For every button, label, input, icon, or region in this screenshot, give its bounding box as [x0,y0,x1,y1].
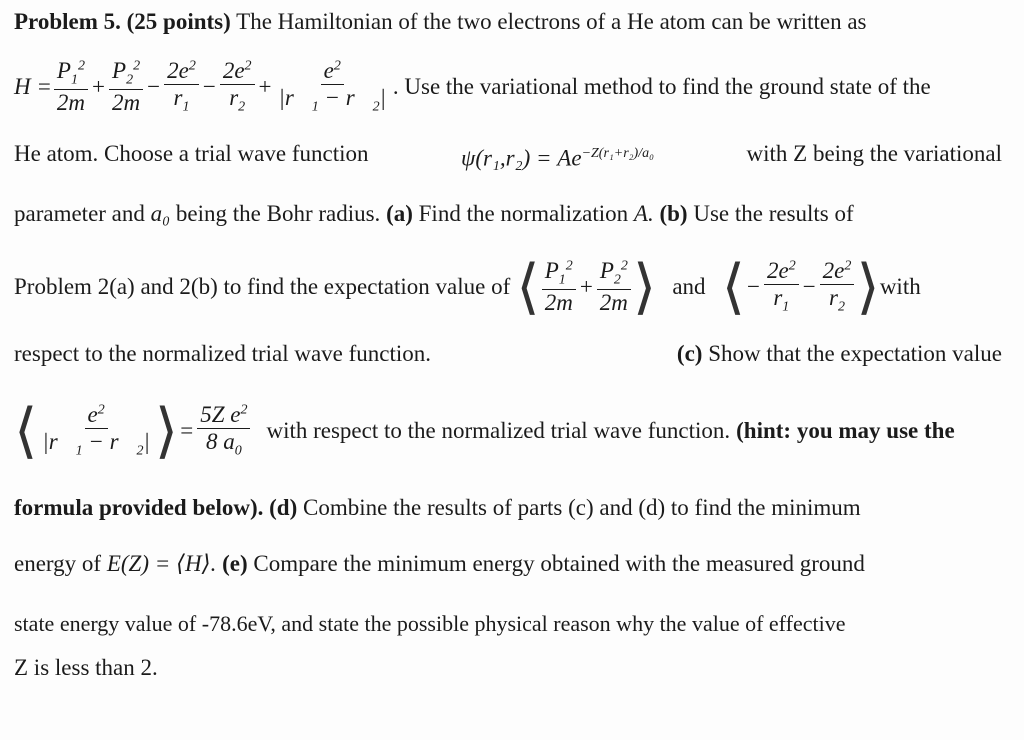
line-9 [14,550,1002,578]
eq-term-p1: $\frac{P_1^2}{2m}$ [54,59,88,115]
eq-tail-text: . Use the variational method to find the ground state of the [392,74,931,99]
line-8 [14,494,1002,522]
line-6-text: respect to the normalized trial wave function. [14,341,432,366]
line-3 [14,140,1002,173]
hint-text: (hint: you may use the [736,418,955,443]
kinetic-term-2: $\frac{P_2^2}{2m}$ [597,259,631,315]
line-3-text-b: with Z being the variational [746,141,1002,166]
line-10-text: state energy value of -78.6eV, and state the possible physical reason why the value of effective [14,611,846,636]
kinetic-term-1: $\frac{P_1^2}{2m}$ [542,259,576,315]
line-9-text: energy of [14,551,102,576]
energy-expression: E(Z) = ⟨H⟩. [106,551,217,576]
hamiltonian-equation: H = $\frac{P_1^2}{2m}$ + $\frac{P_2^2}{2m}$ − $\frac{2e^2}{r_1}$ − $\frac{2e^2}{r_2}$ + $\frac{e^2}{|r⃗_1 - r⃗_2|}$ . Use the variational method to find the ground state of the [14,57,931,116]
line-4-text-b: being the Bohr radius. [175,201,381,226]
repulsion-term: $\frac{e^2}{|r⃗_1 - r⃗_2|}$ [42,401,150,459]
line-4-text-a: parameter and [14,201,145,226]
with-text: with [879,274,921,299]
potential-term-1: $\frac{2e^2}{r_1}$ [764,259,799,315]
part-e-label: (e) [222,551,248,576]
problem-title: Problem 5. (25 points) [14,9,231,34]
line-5-text: Problem 2(a) and 2(b) to find the expectation value of [14,274,511,299]
part-d-text: Combine the results of parts (c) and (d) to find the minimum [303,495,861,520]
part-a-label: (a) [386,201,413,226]
line-11-text: Z is less than 2. [14,655,158,680]
part-b-label: (b) [659,201,688,226]
trial-function-base: ψ(r₁,r₂) = Ae [461,145,582,171]
line-8-bold: formula provided below). [14,495,264,520]
bohr-radius-symbol: a₀ [150,201,171,226]
line-7-text: with respect to the normalized trial wave function. [266,418,731,443]
part-d-label: (d) [269,495,298,520]
line-4 [14,200,1002,228]
trial-function [461,140,654,173]
line-10 [14,610,1002,638]
line-5: Problem 2(a) and 2(b) to find the expectation value of ⟨ $\frac{P_1^2}{2m}$ + $\frac{P_2^2}{2m}$ ⟩ and ⟨ − $\frac{2e^2}{r_1}$ − $\frac{2e^2}{r_2}$ ⟩ with [14,254,921,320]
line-6 [14,340,1002,368]
potential-term-2: $\frac{2e^2}{r_2}$ [820,259,855,315]
trial-function-exponent: −Z(r₁+r₂)/a₀ [581,146,654,161]
part-b-text: Use the results of [693,201,854,226]
part-c-text: Show that the expectation value [708,341,1002,366]
eq-lhs: H = [14,74,52,99]
part-a-text: Find the normalization [418,201,629,226]
line-3-text-a: He atom. Choose a trial wave function [14,141,369,166]
eq-term-p2: $\frac{P_2^2}{2m}$ [109,59,143,115]
line-1-text: The Hamiltonian of the two electrons of a He atom can be written as [236,9,867,34]
normalization-symbol: A. [633,201,654,226]
eq-term-r1: $\frac{2e^2}{r_1}$ [164,59,199,115]
part-c-label: (c) [676,341,703,366]
line-1 [14,8,1002,36]
repulsion-result: $\frac{5Z e^2}{8 a_0}$ [197,403,250,459]
eq-term-r12: $\frac{e^2}{|r⃗_1 - r⃗_2|}$ [278,57,386,115]
and-text: and [672,274,706,299]
line-11 [14,654,1002,682]
eq-term-r2: $\frac{2e^2}{r_2}$ [220,59,255,115]
part-e-text: Compare the minimum energy obtained with the measured ground [253,551,865,576]
line-7: ⟨ $\frac{e^2}{|r⃗_1 - r⃗_2|}$ ⟩ = $\frac{5Z e^2}{8 a_0}$ with respect to the normalized trial wave function. (hint: you may use the [14,398,955,464]
